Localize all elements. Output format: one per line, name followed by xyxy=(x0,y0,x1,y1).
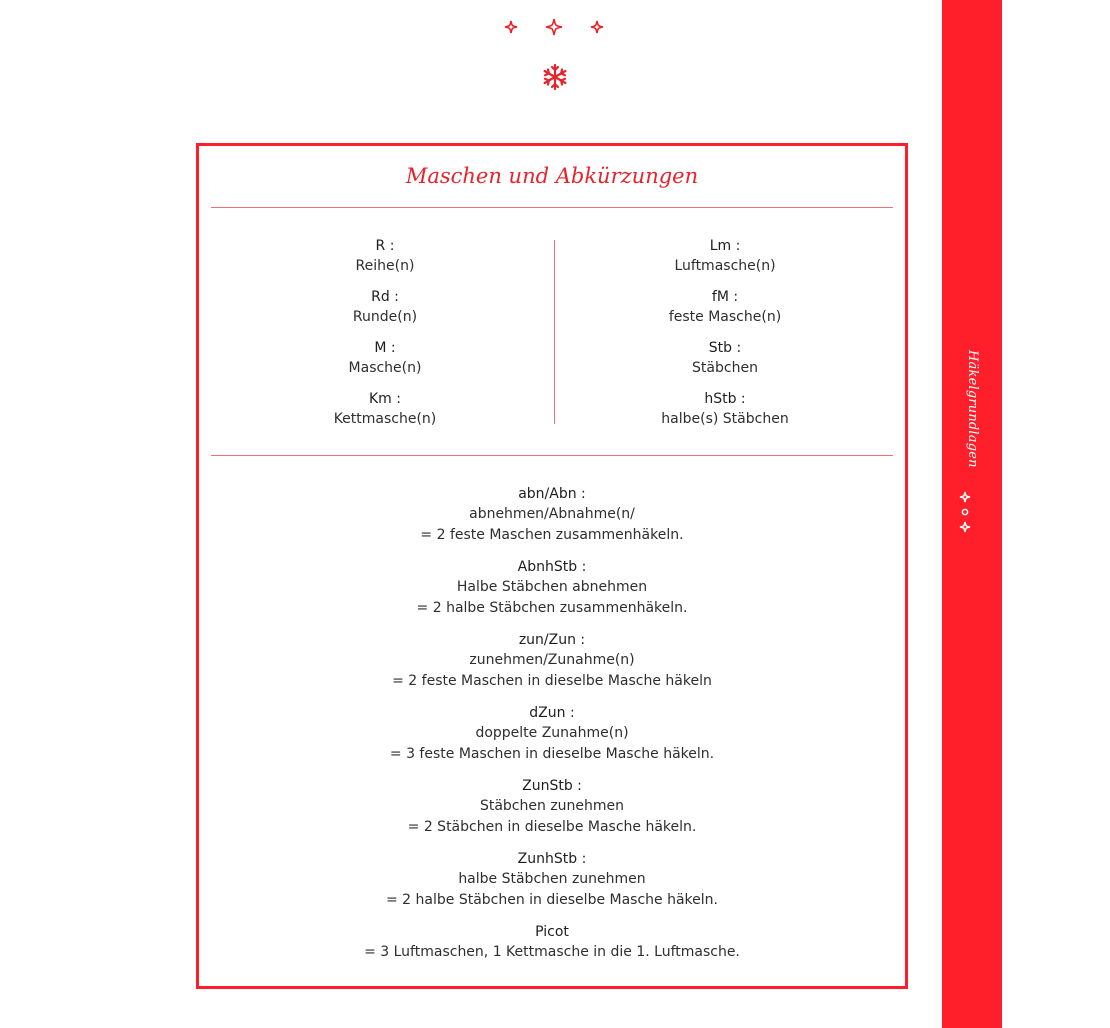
left-column xyxy=(215,236,555,440)
abbreviation-definition: Stäbchen xyxy=(692,360,758,376)
sparkle-dot-icon xyxy=(956,490,974,536)
technique-term: AbnhStb : xyxy=(517,559,587,575)
snowflake-icon xyxy=(540,62,570,92)
technique-line: = 2 feste Maschen zusammenhäkeln. xyxy=(420,527,684,543)
technique-line: halbe Stäbchen zunehmen xyxy=(458,871,646,887)
technique-entry xyxy=(199,557,905,619)
abbreviation-term: M : xyxy=(374,340,396,356)
technique-line: Stäbchen zunehmen xyxy=(479,798,625,814)
abbreviation-term: Rd : xyxy=(371,289,399,305)
abbreviation-term: fM : xyxy=(711,289,739,305)
abbreviation-term: hStb : xyxy=(704,391,746,407)
technique-line: Halbe Stäbchen abnehmen xyxy=(456,579,648,595)
abbreviation-entry xyxy=(555,287,895,338)
sparkle-icon xyxy=(504,20,518,34)
sparkle-icon xyxy=(590,20,604,34)
technique-line: abnehmen/Abnahme(n/ xyxy=(469,506,635,522)
abbreviation-entry xyxy=(555,338,895,389)
technique-line: = 2 Stäbchen in dieselbe Masche häkeln. xyxy=(407,819,697,835)
abbreviation-term: R : xyxy=(375,238,395,254)
top-ornament xyxy=(504,14,604,40)
technique-entry xyxy=(199,630,905,692)
technique-entry xyxy=(199,703,905,765)
technique-term: zun/Zun : xyxy=(518,632,586,648)
divider-middle xyxy=(211,455,893,456)
abbreviation-term: Lm : xyxy=(709,238,741,254)
technique-line: = 3 Luftmaschen, 1 Kettmasche in die 1. Luftmasche. xyxy=(364,944,740,960)
abbreviation-entry xyxy=(555,389,895,440)
technique-line: doppelte Zunahme(n) xyxy=(475,725,629,741)
technique-term: dZun : xyxy=(529,705,575,721)
abbreviations-box xyxy=(196,143,908,989)
abbreviation-entry xyxy=(555,236,895,287)
side-title xyxy=(942,350,1002,470)
abbreviation-term: Km : xyxy=(369,391,401,407)
abbreviation-definition: feste Masche(n) xyxy=(668,309,782,325)
abbreviation-definition: halbe(s) Stäbchen xyxy=(661,411,789,427)
abbreviation-entry xyxy=(215,389,555,440)
abbreviation-term: Stb : xyxy=(708,340,742,356)
divider-top xyxy=(211,207,893,208)
right-column xyxy=(555,236,895,440)
technique-entry xyxy=(199,484,905,546)
abbreviation-entry xyxy=(215,236,555,287)
technique-entry xyxy=(199,922,905,963)
side-title-text: Häkelgrundlagen xyxy=(965,350,980,468)
abbreviation-definition: Kettmasche(n) xyxy=(333,411,437,427)
technique-term: ZunhStb : xyxy=(517,851,587,867)
technique-list xyxy=(199,484,905,974)
technique-line: = 2 halbe Stäbchen zusammenhäkeln. xyxy=(416,600,688,616)
technique-term: abn/Abn : xyxy=(518,486,586,502)
abbreviation-entry xyxy=(215,287,555,338)
abbreviation-definition: Reihe(n) xyxy=(355,258,415,274)
abbreviation-entry xyxy=(215,338,555,389)
abbreviation-definition: Runde(n) xyxy=(352,309,418,325)
technique-line: zunehmen/Zunahme(n) xyxy=(469,652,635,668)
technique-line: = 3 feste Maschen in dieselbe Masche häkeln. xyxy=(389,746,715,762)
abbreviation-definition: Luftmasche(n) xyxy=(674,258,776,274)
technique-term: ZunStb : xyxy=(522,778,582,794)
technique-entry xyxy=(199,849,905,911)
technique-line: = 2 halbe Stäbchen in dieselbe Masche häkeln. xyxy=(385,892,718,908)
technique-term: Picot xyxy=(535,924,569,940)
technique-line: = 2 feste Maschen in dieselbe Masche häkeln xyxy=(392,673,712,689)
box-title: Maschen und Abkürzungen xyxy=(405,164,699,188)
technique-entry xyxy=(199,776,905,838)
abbreviation-definition: Masche(n) xyxy=(348,360,422,376)
sparkle-icon xyxy=(545,18,563,36)
